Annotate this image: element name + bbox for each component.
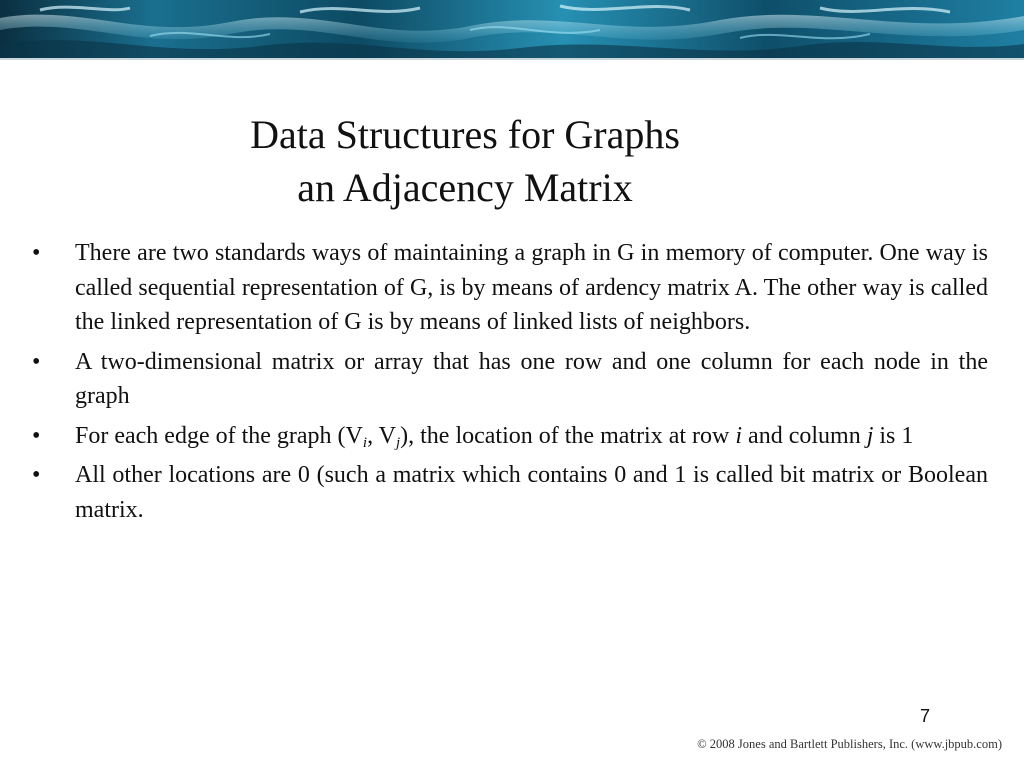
slide-title	[0, 108, 930, 214]
title-line-2: an Adjacency Matrix	[297, 165, 633, 210]
subscript-i: i	[362, 434, 368, 451]
title-line-1: Data Structures for Graphs	[250, 112, 680, 157]
header-banner	[0, 0, 1024, 60]
bullet-text: A two-dimensional matrix or array that has one row and one column for each node in the graph	[75, 348, 988, 409]
copyright-notice: © 2008 Jones and Bartlett Publishers, Inc. (www.jbpub.com)	[697, 737, 1002, 751]
text-fragment: and column	[742, 422, 867, 449]
text-fragment: For each edge of the graph (V	[75, 422, 363, 449]
bullet-item	[30, 419, 988, 454]
bullet-item	[30, 236, 988, 340]
bullet-dot-icon: •	[32, 462, 41, 488]
bullet-item	[30, 345, 988, 414]
bullet-text	[75, 423, 913, 449]
water-wave-banner-image	[0, 0, 1024, 60]
text-fragment: is 1	[873, 422, 914, 449]
bullet-dot-icon: •	[32, 348, 41, 375]
bullet-item	[30, 458, 988, 527]
italic-i: i	[735, 422, 743, 449]
bullet-text: There are two standards ways of maintaining a graph in G in memory of computer. One way is called sequential representation of G, is by means of ardency matrix A. The other way is called the linked representation of G is by means of linked lists of neighbors.	[75, 240, 988, 335]
bullet-dot-icon: •	[32, 240, 41, 266]
italic-j: j	[866, 422, 874, 449]
page-number: 7	[920, 706, 931, 726]
text-fragment: , V	[367, 422, 396, 449]
subscript-j: j	[395, 434, 401, 451]
text-fragment: ), the location of the matrix at row	[400, 422, 736, 449]
bullet-dot-icon: •	[32, 422, 41, 449]
bullet-list	[30, 236, 988, 532]
bullet-text: All other locations are 0 (such a matrix which contains 0 and 1 is called bit matrix or Boolean matrix.	[75, 462, 988, 523]
